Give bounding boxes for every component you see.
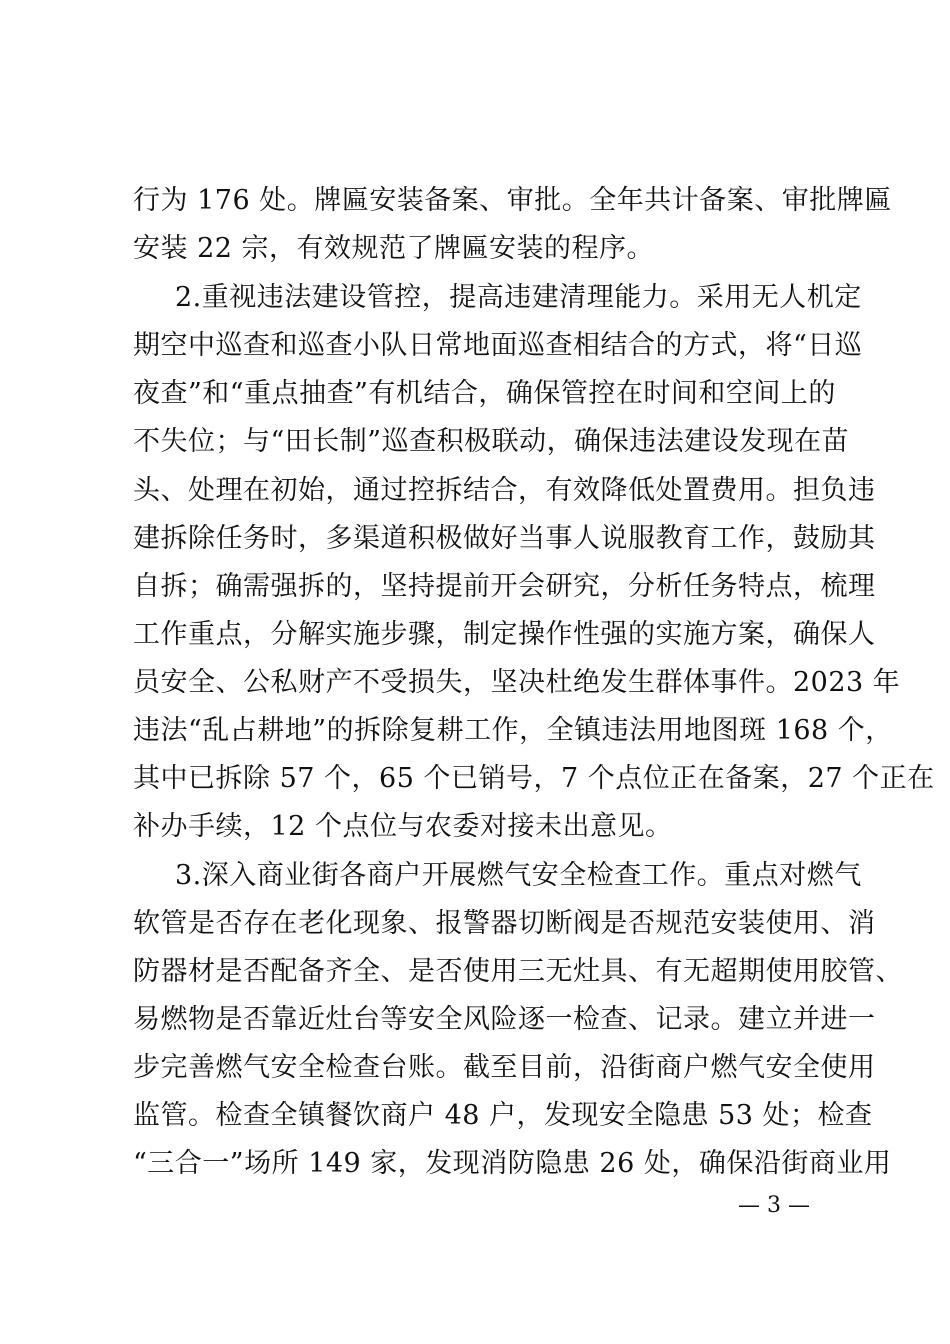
text-line: 违法“乱占耕地”的拆除复耕工作，全镇违法用地图斑 168 个，	[133, 715, 893, 746]
paragraph-heading-line: 3.深入商业街各商户开展燃气安全检查工作。重点对燃气	[175, 860, 862, 891]
text-line: 监管。检查全镇餐饮商户 48 户，发现安全隐患 53 处；检查	[133, 1100, 873, 1131]
text-line: 行为 176 处。牌匾安装备案、审批。全年共计备案、审批牌匾	[133, 185, 892, 216]
text-line: 员安全、公私财产不受损失，坚决杜绝发生群体事件。2023 年	[133, 667, 901, 698]
text-line: 防器材是否配备齐全、是否使用三无灶具、有无超期使用胶管、	[133, 956, 903, 987]
text-line: 软管是否存在老化现象、报警器切断阀是否规范安装使用、消	[133, 908, 876, 939]
text-line: 头、处理在初始，通过控拆结合，有效降低处置费用。担负违	[133, 475, 876, 506]
text-line: 夜查”和“重点抽查”有机结合，确保管控在时间和空间上的	[133, 378, 836, 409]
page-number: — 3 —	[738, 1193, 810, 1218]
text-line: 期空中巡查和巡查小队日常地面巡查相结合的方式，将“日巡	[133, 330, 863, 361]
text-line: 步完善燃气安全检查台账。截至目前，沿街商户燃气安全使用	[133, 1052, 876, 1083]
text-line: 工作重点，分解实施步骤，制定操作性强的实施方案，确保人	[133, 619, 876, 650]
text-line: “三合一”场所 149 家，发现消防隐患 26 处，确保沿街商业用	[133, 1148, 892, 1179]
text-line: 补办手续，12 个点位与农委对接未出意见。	[133, 811, 673, 842]
text-line: 不失位；与“田长制”巡查积极联动，确保违法建设发现在苗	[133, 426, 850, 457]
text-line: 安装 22 宗，有效规范了牌匾安装的程序。	[133, 233, 655, 264]
text-line: 易燃物是否靠近灶台等安全风险逐一检查、记录。建立并进一	[133, 1004, 876, 1035]
paragraph-heading-line: 2.重视违法建设管控，提高违建清理能力。采用无人机定	[175, 282, 862, 313]
text-line: 建拆除任务时，多渠道积极做好当事人说服教育工作，鼓励其	[133, 523, 876, 554]
text-line: 其中已拆除 57 个，65 个已销号，7 个点位正在备案，27 个正在	[133, 763, 935, 794]
text-line: 自拆；确需强拆的，坚持提前开会研究，分析任务特点，梳理	[133, 571, 876, 602]
